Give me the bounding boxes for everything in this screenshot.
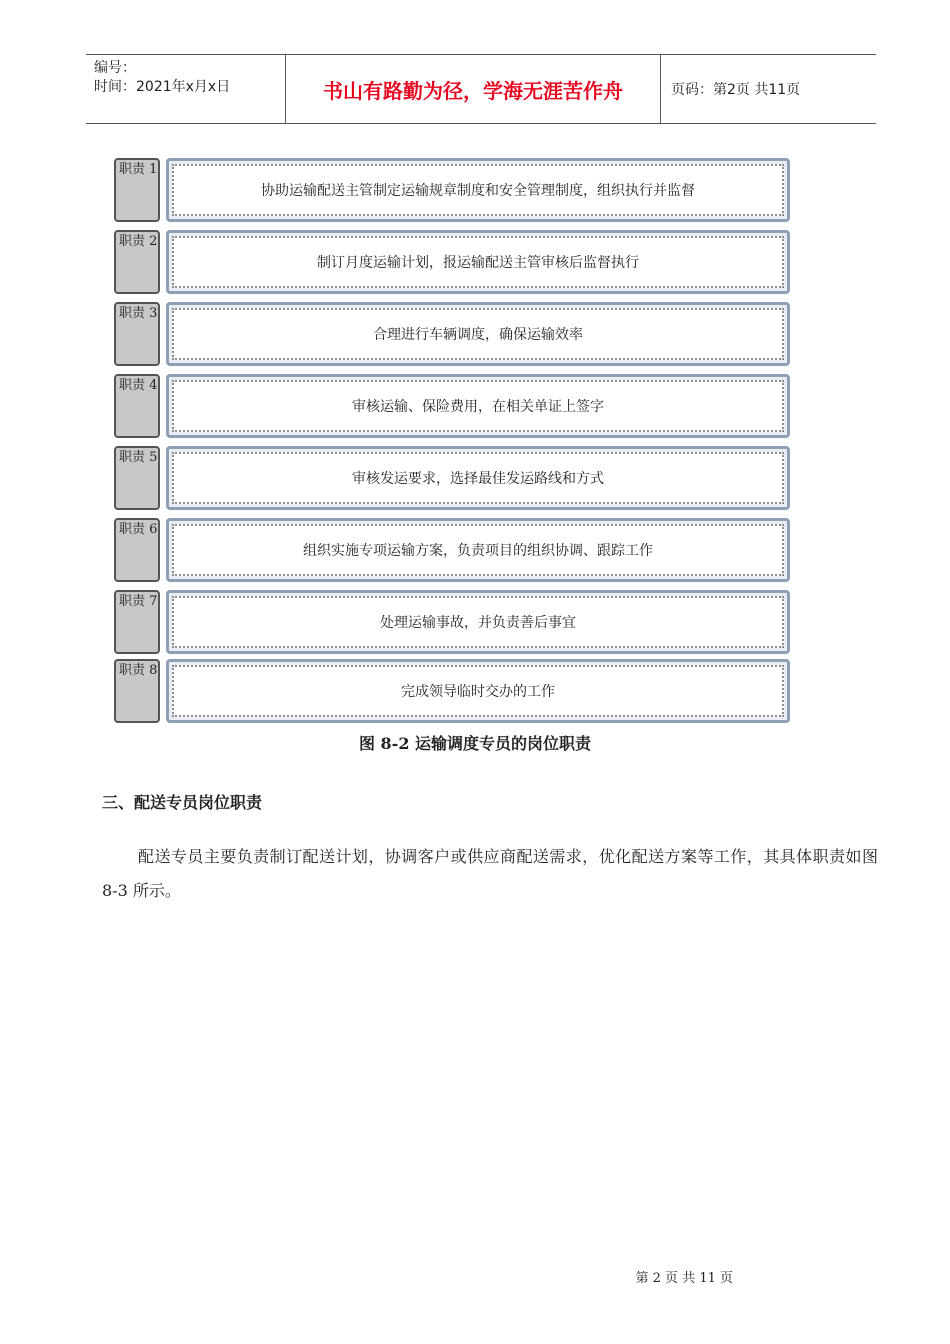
section-heading: 三、配送专员岗位职责 bbox=[102, 793, 263, 812]
body-paragraph: 配送专员主要负责制订配送计划，协调客户或供应商配送需求，优化配送方案等工作，其具体职责如图 8-3 所示。 bbox=[102, 847, 878, 900]
page-footer: 第 2 页 共 11 页 bbox=[635, 1271, 733, 1286]
duty-row-2 bbox=[114, 230, 790, 296]
header-motto: 书山有路勤为径，学海无涯苦作舟 bbox=[286, 55, 661, 123]
duty-box bbox=[166, 518, 790, 582]
header-meta bbox=[86, 55, 286, 123]
page-header bbox=[86, 54, 876, 124]
duty-row-1 bbox=[114, 158, 790, 224]
duty-row-4 bbox=[114, 374, 790, 440]
duty-tag: 职责 3 bbox=[114, 302, 160, 366]
duty-tag: 职责 5 bbox=[114, 446, 160, 510]
duty-box bbox=[166, 374, 790, 438]
duty-box bbox=[166, 230, 790, 294]
time-label: 时间：2021年x月x日 bbox=[94, 79, 231, 95]
duty-text: 完成领导临时交办的工作 bbox=[172, 665, 784, 717]
duty-row-8 bbox=[114, 659, 790, 725]
duty-box bbox=[166, 659, 790, 723]
duty-box bbox=[166, 446, 790, 510]
duty-row-3 bbox=[114, 302, 790, 368]
figure-caption: 图 8-2 运输调度专员的岗位职责 bbox=[358, 734, 592, 753]
duty-box bbox=[166, 158, 790, 222]
duty-tag: 职责 7 bbox=[114, 590, 160, 654]
duty-tag: 职责 4 bbox=[114, 374, 160, 438]
duty-text: 组织实施专项运输方案，负责项目的组织协调、跟踪工作 bbox=[172, 524, 784, 576]
duty-text: 制订月度运输计划，报运输配送主管审核后监督执行 bbox=[172, 236, 784, 288]
duty-tag: 职责 2 bbox=[114, 230, 160, 294]
duty-row-5 bbox=[114, 446, 790, 512]
duty-text: 审核发运要求，选择最佳发运路线和方式 bbox=[172, 452, 784, 504]
duty-tag: 职责 8 bbox=[114, 659, 160, 723]
duty-tag: 职责 1 bbox=[114, 158, 160, 222]
duty-box bbox=[166, 590, 790, 654]
header-page-info: 页码：第2页 共11页 bbox=[671, 82, 801, 98]
number-label: 编号： bbox=[94, 60, 136, 76]
duty-row-6 bbox=[114, 518, 790, 584]
duty-tag: 职责 6 bbox=[114, 518, 160, 582]
duty-box bbox=[166, 302, 790, 366]
duty-text: 合理进行车辆调度，确保运输效率 bbox=[172, 308, 784, 360]
duty-row-7 bbox=[114, 590, 790, 656]
duty-text: 审核运输、保险费用，在相关单证上签字 bbox=[172, 380, 784, 432]
duty-text: 协助运输配送主管制定运输规章制度和安全管理制度，组织执行并监督 bbox=[172, 164, 784, 216]
duty-text: 处理运输事故，并负责善后事宜 bbox=[172, 596, 784, 648]
